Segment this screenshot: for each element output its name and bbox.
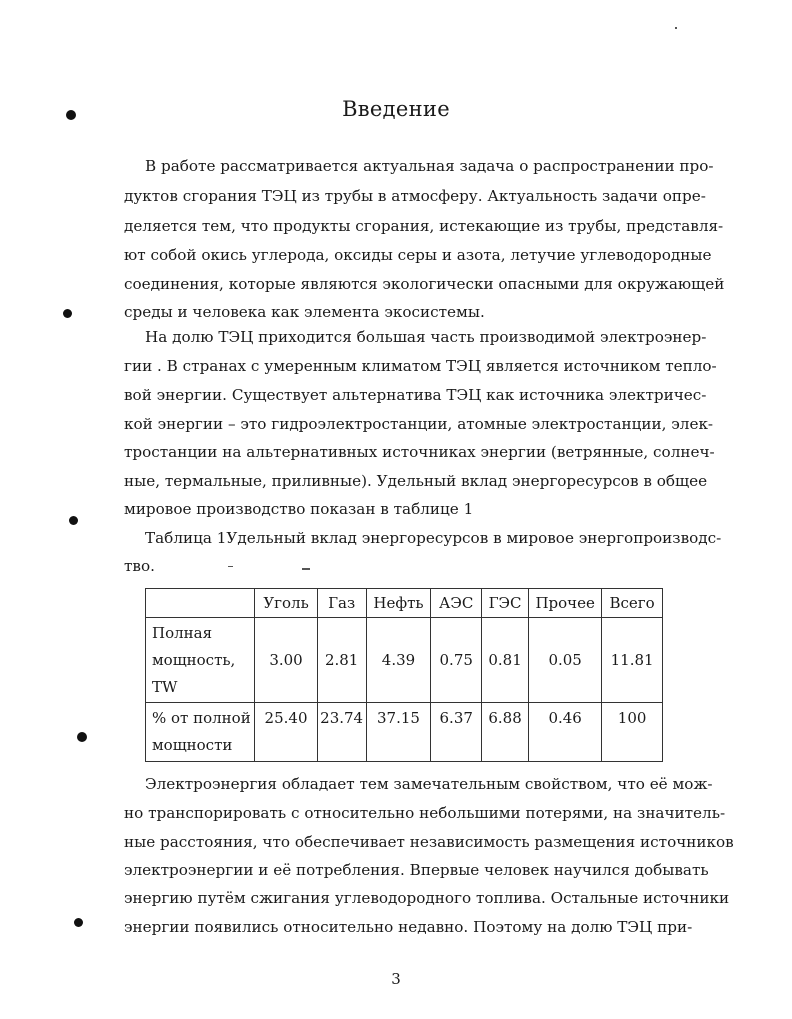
row-label-cell	[146, 618, 255, 703]
paragraph-1-line: деляется тем, что продукты сгорания, истекающие из трубы, представля-	[124, 217, 724, 235]
table-cell: 2.81	[317, 618, 366, 703]
punch-hole-mark	[74, 918, 83, 927]
paragraph-1-line: соединения, которые являются экологически опасными для окружающей	[124, 275, 725, 293]
table-cell: 3.00	[255, 618, 317, 703]
table-caption: Таблица 1Удельный вклад энергоресурсов в мировое энергопроизводс-	[145, 529, 722, 547]
table-cell: 23.74	[317, 703, 366, 762]
row-label-line: % от полной	[152, 709, 251, 727]
scan-speck	[228, 566, 233, 567]
paragraph-2-line: На долю ТЭЦ приходится большая часть производимой электроэнер-	[145, 328, 707, 346]
table-header-cell: Прочее	[529, 589, 602, 618]
paragraph-3-line: энергии появились относительно недавно. Поэтому на долю ТЭЦ при-	[124, 918, 693, 936]
table-header-cell: Нефть	[366, 589, 431, 618]
paragraph-2-line: тростанции на альтернативных источниках энергии (ветрянные, солнеч-	[124, 443, 715, 461]
table-header-cell: АЭС	[431, 589, 482, 618]
paragraph-2-line: кой энергии – это гидроэлектростанции, атомные электростанции, элек-	[124, 415, 714, 433]
paragraph-1-line: дуктов сгорания ТЭЦ из трубы в атмосферу. Актуальность задачи опре-	[124, 187, 706, 205]
paragraph-1-line: В работе рассматривается актуальная задача о распространении про-	[145, 157, 714, 175]
table-cell: 0.46	[529, 703, 602, 762]
section-heading: Введение	[342, 97, 450, 121]
row-label-line: TW	[152, 677, 178, 696]
punch-hole-mark	[77, 732, 87, 742]
page-number: 3	[391, 970, 401, 988]
table-cell: 11.81	[602, 618, 663, 703]
table-cell: 0.75	[431, 618, 482, 703]
row-label-line: мощность,	[152, 650, 236, 669]
table-row	[146, 618, 663, 703]
table-cell: 25.40	[255, 703, 317, 762]
paragraph-3-line: Электроэнергия обладает тем замечательным свойством, что её мож-	[145, 775, 713, 793]
punch-hole-mark	[63, 309, 72, 318]
paragraph-3-line: ные расстояния, что обеспечивает независимость размещения источников	[124, 833, 734, 851]
row-label-line: мощности	[152, 736, 233, 754]
table-cell: 6.37	[431, 703, 482, 762]
table-caption-continuation: тво.	[124, 557, 155, 575]
paragraph-3-line: энергию путём сжигания углеводородного топлива. Остальные источники	[124, 889, 730, 907]
table-cell: 4.39	[366, 618, 431, 703]
paragraph-1-line: ют собой окись углерода, оксиды серы и азота, летучие углеводородные	[124, 246, 712, 264]
table-cell: 100	[602, 703, 663, 762]
table-cell: 37.15	[366, 703, 431, 762]
paragraph-3-line: но транспорировать с относительно небольшими потерями, на значитель-	[124, 804, 726, 822]
table-header-cell: Уголь	[255, 589, 317, 618]
table-cell: 6.88	[482, 703, 529, 762]
paragraph-2-line: ные, термальные, приливные). Удельный вклад энергоресурсов в общее	[124, 472, 708, 490]
paragraph-2-line: вой энергии. Существует альтернатива ТЭЦ как источника электричес-	[124, 386, 707, 404]
table-header-cell: Всего	[602, 589, 663, 618]
table-header-row	[146, 589, 663, 618]
table-header-cell: Газ	[317, 589, 366, 618]
paragraph-3-line: электроэнергии и её потребления. Впервые человек научился добывать	[124, 861, 709, 879]
table-header-cell	[146, 589, 255, 618]
scan-speck	[675, 27, 677, 29]
table-cell: 0.81	[482, 618, 529, 703]
table-header-cell: ГЭС	[482, 589, 529, 618]
table-cell: 0.05	[529, 618, 602, 703]
paragraph-2-line: мировое производство показан в таблице 1	[124, 500, 474, 518]
row-label-line: Полная	[152, 623, 213, 642]
scan-speck	[302, 568, 310, 570]
paragraph-1-line: среды и человека как элемента экосистемы.	[124, 303, 485, 321]
row-label-cell	[146, 703, 255, 762]
punch-hole-mark	[69, 516, 78, 525]
paragraph-2-line: гии . В странах с умеренным климатом ТЭЦ является источником тепло-	[124, 357, 717, 375]
energy-share-table	[145, 588, 663, 762]
table-row	[146, 703, 663, 762]
